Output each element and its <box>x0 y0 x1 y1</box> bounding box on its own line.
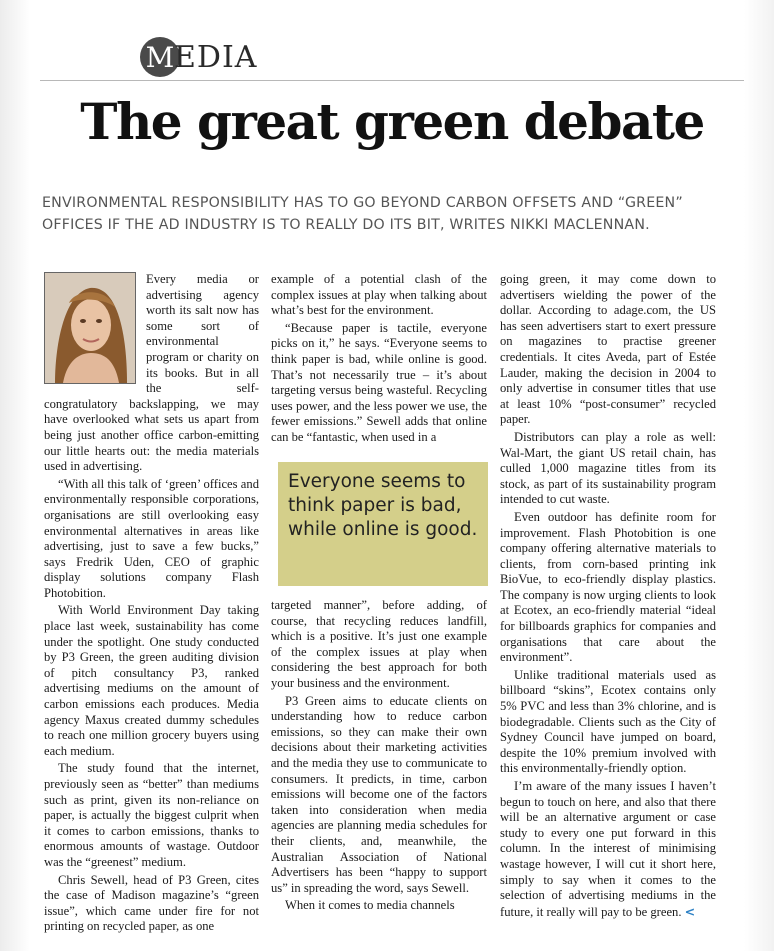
section-logo-letter: M <box>145 40 175 74</box>
col1-paragraph: “With all this talk of ‘green’ offices and environmentally responsible corporations, organisations are still overlooking easy environmental alternatives in areas like advertising, just to save a few bucks,” says Fredrik Uden, CEO of graphic display solutions company Flash Photobition. <box>44 476 259 600</box>
standfirst: ENVIRONMENTAL RESPONSIBILITY HAS TO GO BEYOND CARBON OFFSETS AND “GREEN” OFFICES IF THE AD INDUSTRY IS TO REALLY DO ITS BIT, WRITES NIKKI MACLENNAN. <box>42 195 683 233</box>
pull-quote: Everyone seems to think paper is bad, while online is good. <box>278 462 488 586</box>
section-logo-text: EDIA <box>174 39 258 75</box>
section-header <box>140 34 257 80</box>
author-photo <box>44 272 136 384</box>
author-portrait-icon <box>45 273 135 383</box>
col1-paragraph: Chris Sewell, head of P3 Green, cites the case of Madison magazine’s “green issue”, which came under fire for not printing on recycled paper, as one <box>44 872 259 934</box>
header-rule <box>40 80 744 81</box>
col3-paragraph: Even outdoor has definite room for improvement. Flash Photobition is one company offering alternative materials to clients, from corn-based printing ink BioVue, to eco-friendly display plastics. The company is now urging clients to look at Ecotex, an eco-friendly material “ideal for billboards graphics for companies and organisations that care about the environment”. <box>500 509 716 665</box>
column-2-bottom <box>271 598 487 916</box>
col2-paragraph: P3 Green aims to educate clients on understanding how to reduce carbon emissions, so they can make their own decisions about their marketing activities and the media they use to communicate to consumers. It predicts, in time, carbon emissions will become one of the factors taken into consideration when media agencies are planning media schedules for their clients, and, meanwhile, the Australian Association of National Advertisers has been “happy to support us” in spreading the word, says Sewell. <box>271 693 487 895</box>
column-3 <box>500 272 716 922</box>
col3-paragraph <box>500 779 716 920</box>
col2-paragraph: targeted manner”, before adding, of course, that recycling reduces landfill, which is a positive. It’s just one example of the complex issues at play when considering the best approach for both your business and the environment. <box>271 598 487 690</box>
col2-paragraph: “Because paper is tactile, everyone picks on it,” he says. “Everyone seems to think paper is bad, while online is good. That’s not necessarily true – it’s about targeting versus being wasteful. Recycling uses power, and the less power we use, the fewer emissions.” Sewell adds that online can be “fantastic, when used in a <box>271 320 487 444</box>
end-mark-icon: < <box>684 903 696 919</box>
col2-paragraph: example of a potential clash of the complex issues at play when talking about what’s best for the environment. <box>271 272 487 318</box>
col3-paragraph: Distributors can play a role as well: Wal-Mart, the giant US retail chain, has culled 1,000 magazine titles from its stock, as part of its sustainability program intended to cut waste. <box>500 429 716 507</box>
col1-paragraph: The study found that the internet, previously seen as “better” than mediums such as print, given its non-reliance on paper, is actually the biggest culprit when it comes to carbon emissions, thanks to enormous amounts of wastage. Outdoor was the “greenest” medium. <box>44 761 259 869</box>
column-1 <box>44 272 259 937</box>
col3-paragraph: going green, it may come down to advertisers wielding the power of the dollar. According to adage.com, the US has seen advertisers start to exert pressure on magazines to practise greener credentials. It cites Aveda, part of Estée Lauder, making the decision in 2004 to only advertise in consumer titles that use at least 10% “post-consumer” recycled paper. <box>500 272 716 427</box>
col3-paragraph: Unlike traditional materials used as billboard “skins”, Ecotex contains only 5% PVC and less than 3% chlorine, and is biodegradable. Clients such as the City of Sydney Council have jumped on board, despite the 10% premium involved with this environmentally-friendly option. <box>500 667 716 776</box>
col1-paragraph: With World Environment Day taking place last week, sustainability has come under the spotlight. One study conducted by P3 Green, the green auditing division of pitch consultancy P3, ranked advertising mediums on the amount of carbon emissions each produces. Media agency Maxus created dummy schedules to reach one million grocery buyers using each medium. <box>44 603 259 758</box>
column-2-top <box>271 272 487 448</box>
col3-last-text: I’m aware of the many issues I haven’t begun to touch on here, and also that there will be an alternative argument or case study to every one put forward in this column. In the interest of minimising wastage however, I will cut it short here, simply to say when it comes to the selection of advertising mediums in the future, it really will pay to be green. <box>500 779 716 919</box>
col2-paragraph: When it comes to media channels <box>285 898 455 913</box>
col1-paragraph: Every media or advertising agency worth its salt now has some sort of environmental program or charity on its books. But in all the self-congratulatory backslapping, we may have overlooked what sets us apart from being just another office carbon-emitting our little hearts out: the media materials used in advertising. <box>44 272 259 474</box>
headline: The great green debate <box>80 92 704 151</box>
